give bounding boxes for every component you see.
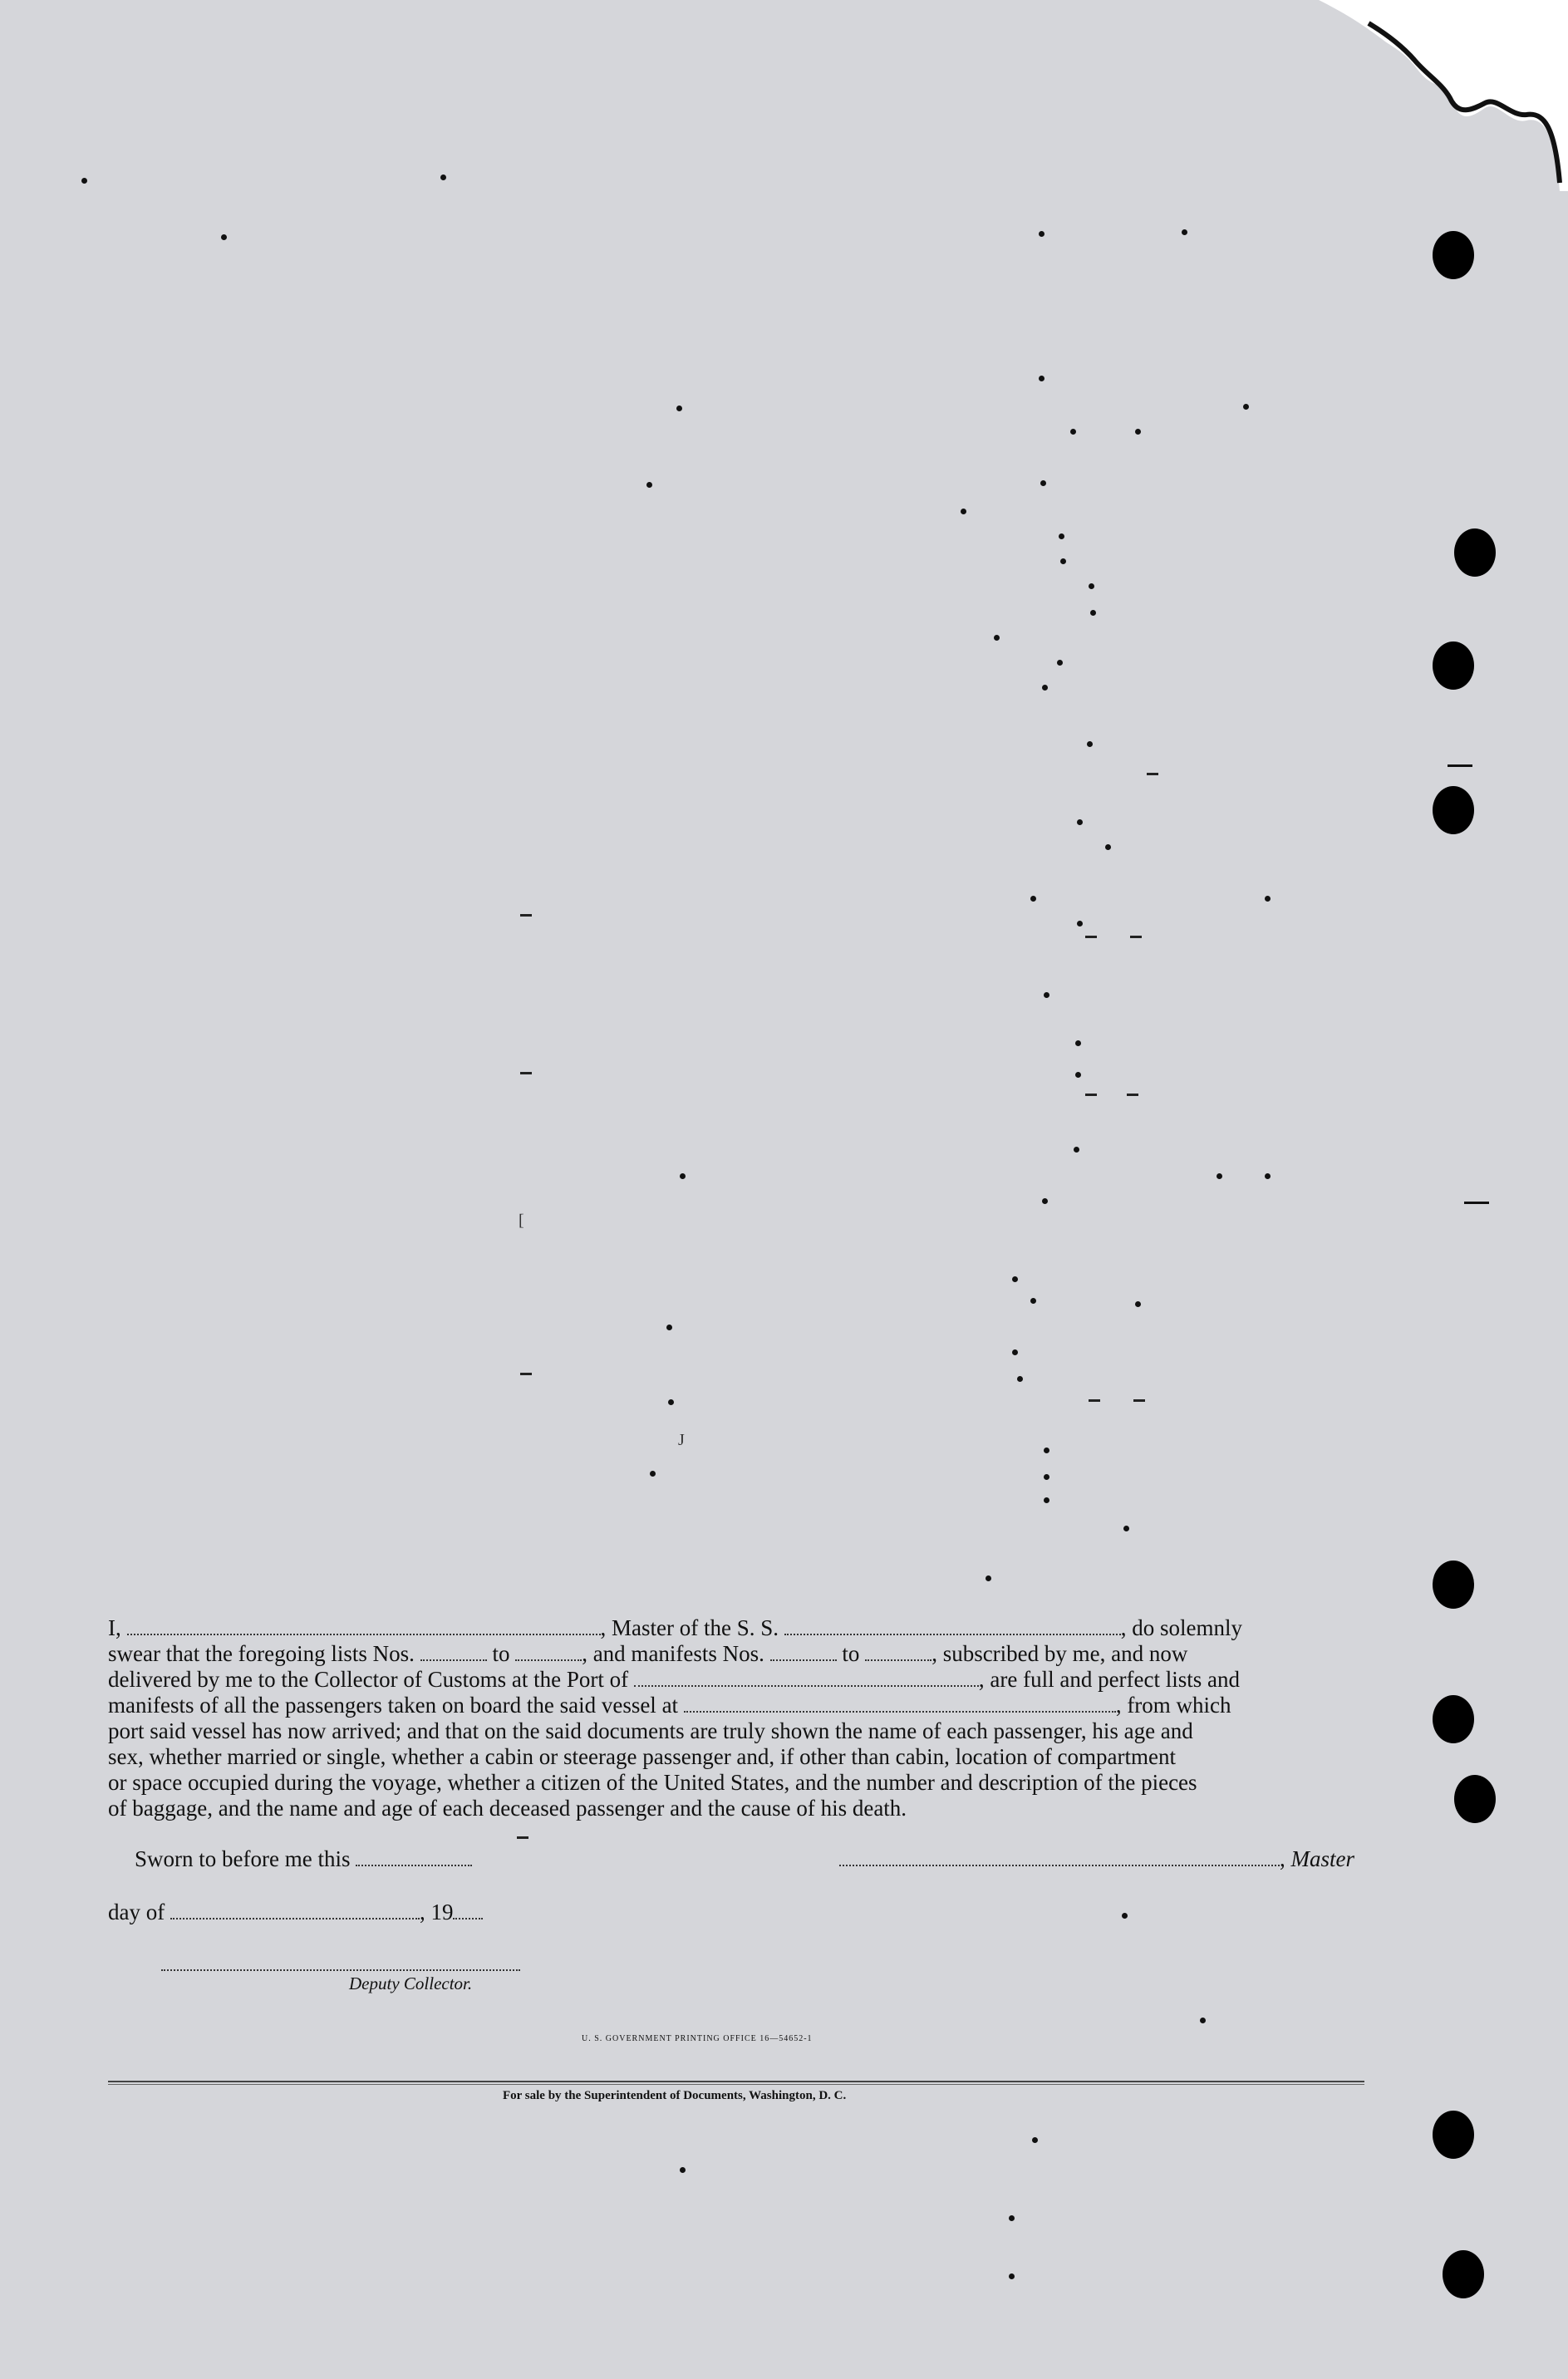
binder-hole — [1443, 2250, 1484, 2298]
stray-mark — [1040, 480, 1046, 486]
oath-text — [108, 1615, 1364, 1821]
stray-mark — [1070, 429, 1076, 435]
stray-mark — [1044, 1448, 1049, 1453]
stray-dash — [520, 914, 532, 917]
stray-dash — [1089, 1399, 1100, 1402]
stray-dash — [520, 1072, 532, 1074]
stray-mark — [1044, 1497, 1049, 1503]
margin-mark — [1448, 764, 1472, 767]
stray-mark — [1075, 1072, 1081, 1078]
stray-mark — [1182, 229, 1187, 235]
stray-mark — [1265, 1173, 1271, 1179]
stray-dash — [1133, 1399, 1145, 1402]
binder-hole — [1433, 231, 1474, 279]
stray-mark — [1060, 558, 1066, 564]
stray-mark — [1042, 685, 1048, 691]
stray-mark — [1077, 819, 1083, 825]
stray-mark — [1044, 992, 1049, 998]
sworn-line: Sworn to before me this — [135, 1846, 472, 1872]
stray-bracket: J — [678, 1431, 685, 1449]
stray-mark — [646, 482, 652, 488]
stray-mark — [986, 1575, 991, 1581]
oath-line-6: sex, whether married or single, whether a cabin or steerage passenger and, if other than cabin, location of compartment — [108, 1744, 1177, 1769]
oath-line-8: of baggage, and the name and age of each deceased passenger and the cause of his death. — [108, 1796, 907, 1821]
binder-hole — [1433, 1561, 1474, 1609]
stray-mark — [1217, 1173, 1222, 1179]
stray-mark — [1059, 533, 1064, 539]
blank-manifests-to[interactable] — [865, 1644, 931, 1661]
stray-mark — [668, 1399, 674, 1405]
stray-mark — [1243, 404, 1249, 410]
stray-dash — [1085, 1094, 1097, 1096]
stray-mark — [1105, 844, 1111, 850]
footer-rule — [108, 2081, 1364, 2082]
stray-mark — [221, 234, 227, 240]
blank-lists-to[interactable] — [515, 1644, 582, 1661]
binder-hole — [1433, 1695, 1474, 1743]
stray-bracket: [ — [519, 1212, 524, 1230]
stray-dash — [517, 1836, 528, 1839]
margin-mark — [1464, 1202, 1489, 1204]
blank-sworn-day[interactable] — [356, 1850, 472, 1866]
stray-mark — [1009, 2273, 1015, 2279]
for-sale-notice: For sale by the Superintendent of Documents, Washington, D. C. — [503, 2089, 847, 2102]
binder-hole — [1454, 528, 1496, 577]
stray-mark — [1200, 2018, 1206, 2023]
day-of-line: day of , 19 — [108, 1900, 483, 1925]
blank-ship-name[interactable] — [784, 1619, 1121, 1635]
stray-dash — [1130, 936, 1142, 938]
blank-port[interactable] — [634, 1670, 979, 1687]
stray-mark — [1123, 1526, 1129, 1531]
deputy-signature-line[interactable] — [161, 1969, 520, 1971]
stray-mark — [1122, 1913, 1128, 1919]
stray-mark — [1075, 1040, 1081, 1046]
stray-mark — [680, 1173, 686, 1179]
oath-line-2: swear that the foregoing lists Nos. to , and manifests Nos. to , subscribed by me, and now — [108, 1641, 1188, 1666]
stray-mark — [1030, 1298, 1036, 1304]
stray-mark — [1265, 896, 1271, 902]
blank-port-of-departure[interactable] — [684, 1696, 1116, 1713]
blank-manifests-from[interactable] — [770, 1644, 837, 1661]
stray-mark — [1044, 1474, 1049, 1480]
stray-dash — [520, 1373, 532, 1375]
stray-mark — [440, 174, 446, 180]
stray-mark — [1057, 660, 1063, 666]
stray-mark — [1135, 1301, 1141, 1307]
oath-line-1: I, , Master of the S. S. , do solemnly — [108, 1615, 1242, 1640]
stray-mark — [1039, 376, 1045, 381]
master-signature-line: , Master — [839, 1846, 1354, 1872]
binder-hole — [1433, 641, 1474, 690]
stray-mark — [1039, 231, 1045, 237]
stray-mark — [1032, 2137, 1038, 2143]
stray-mark — [1077, 921, 1083, 927]
stray-mark — [650, 1471, 656, 1477]
stray-mark — [1042, 1198, 1048, 1204]
stray-dash — [1127, 1094, 1138, 1096]
stray-mark — [1012, 1349, 1018, 1355]
stray-dash — [1085, 936, 1097, 938]
torn-corner — [1319, 0, 1568, 191]
stray-mark — [1009, 2215, 1015, 2221]
oath-line-3: delivered by me to the Collector of Customs at the Port of , are full and perfect lists and — [108, 1667, 1241, 1692]
deputy-collector-label: Deputy Collector. — [349, 1973, 473, 1993]
stray-mark — [1090, 610, 1096, 616]
binder-hole — [1433, 786, 1474, 834]
binder-hole — [1454, 1775, 1496, 1823]
gpo-imprint: U. S. GOVERNMENT PRINTING OFFICE 16—54652-1 — [582, 2034, 813, 2043]
blank-master-signature[interactable] — [839, 1850, 1280, 1866]
blank-lists-from[interactable] — [420, 1644, 487, 1661]
stray-mark — [1030, 896, 1036, 902]
stray-mark — [81, 178, 87, 184]
oath-line-4: manifests of all the passengers taken on board the said vessel at , from which — [108, 1693, 1231, 1718]
blank-master-name[interactable] — [127, 1619, 601, 1635]
stray-mark — [676, 406, 682, 411]
stray-mark — [1017, 1376, 1023, 1382]
oath-line-5: port said vessel has now arrived; and that on the said documents are truly shown the name of each passenger, his age and — [108, 1718, 1193, 1743]
stray-mark — [1012, 1276, 1018, 1282]
stray-mark — [1135, 429, 1141, 435]
stray-mark — [1089, 583, 1094, 589]
stray-dash — [1147, 773, 1158, 775]
stray-mark — [1074, 1147, 1079, 1153]
blank-month[interactable] — [170, 1903, 420, 1919]
stray-mark — [680, 2167, 686, 2173]
blank-year[interactable] — [453, 1903, 483, 1919]
stray-mark — [1087, 741, 1093, 747]
stray-mark — [994, 635, 1000, 641]
footer-rule-thin — [108, 2084, 1364, 2085]
stray-mark — [666, 1325, 672, 1330]
oath-line-7: or space occupied during the voyage, whether a citizen of the United States, and the number and description of the pieces — [108, 1770, 1197, 1795]
stray-mark — [961, 509, 966, 514]
binder-hole — [1433, 2111, 1474, 2159]
